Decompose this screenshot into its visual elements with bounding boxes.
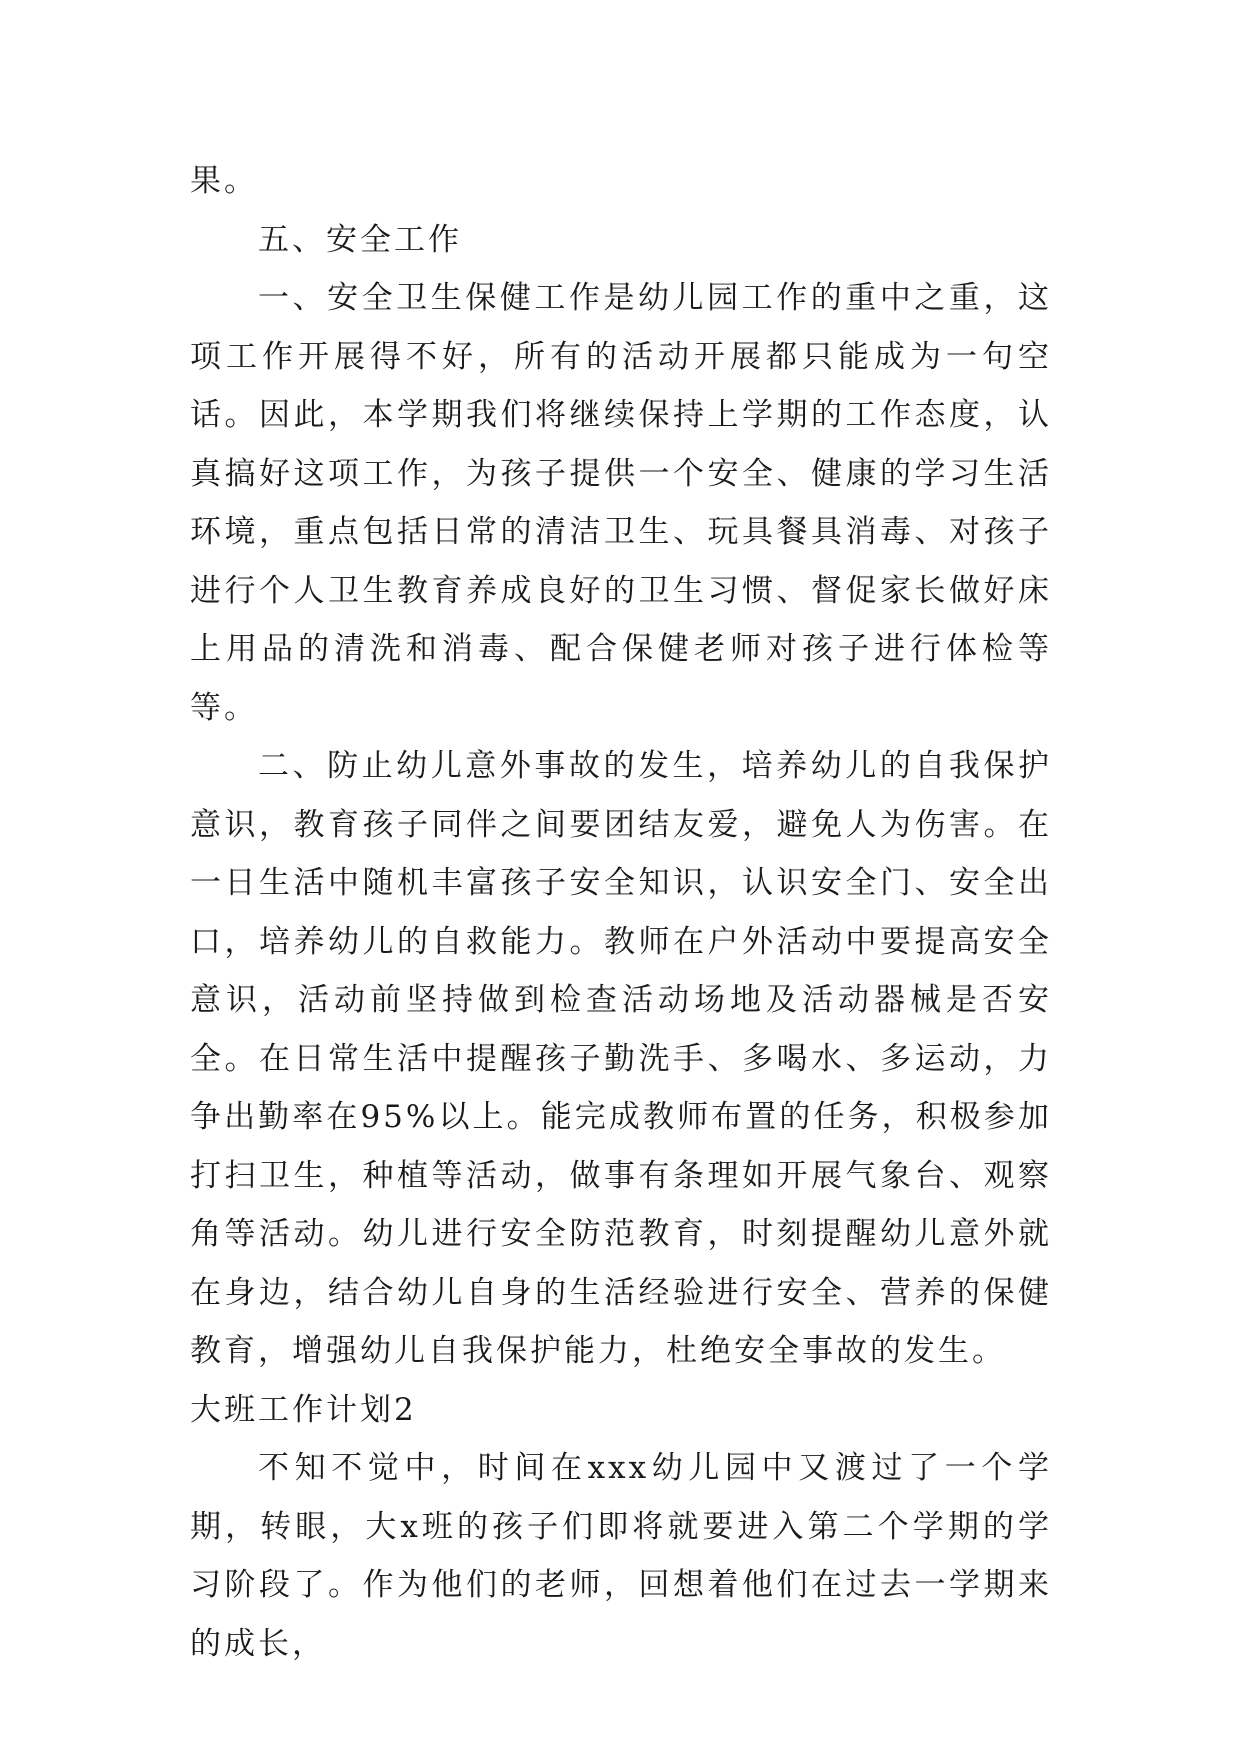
document-body — [190, 152, 1052, 1673]
continuation-paragraph: 果。 — [190, 163, 258, 199]
body-paragraph-accident-prevention: 二、防止幼儿意外事故的发生，培养幼儿的自我保护意识，教育孩子同伴之间要团结友爱，避免人为伤害。在一日生活中随机丰富孩子安全知识，认识安全门、安全出口，培养幼儿的自救能力。教师在户外活动中要提高安全意识，活动前坚持做到检查活动场地及活动器械是否安全。在日常生活中提醒孩子勤洗手、多喝水、多运动，力争出勤率在95%以上。能完成教师布置的任务，积极参加打扫卫生，种植等活动，做事有条理如开展气象台、观察角等活动。幼儿进行安全防范教育，时刻提醒幼儿意外就在身边，结合幼儿自身的生活经验进行安全、营养的保健教育，增强幼儿自我保护能力，杜绝安全事故的发生。 — [190, 748, 1052, 1369]
plan-heading: 大班工作计划2 — [190, 1391, 417, 1428]
section-heading-safety: 五、安全工作 — [258, 221, 462, 258]
body-paragraph-safety-hygiene: 一、安全卫生保健工作是幼儿园工作的重中之重，这项工作开展得不好，所有的活动开展都只能成为一句空话。因此，本学期我们将继续保持上学期的工作态度，认真搞好这项工作，为孩子提供一个安全、健康的学习生活环境，重点包括日常的清洁卫生、玩具餐具消毒、对孩子进行个人卫生教育养成良好的卫生习惯、督促家长做好床上用品的清洗和消毒、配合保健老师对孩子进行体检等等。 — [190, 280, 1052, 726]
body-paragraph-plan-intro: 不知不觉中，时间在xxx幼儿园中又渡过了一个学期，转眼，大x班的孩子们即将就要进入第二个学期的学习阶段了。作为他们的老师，回想着他们在过去一学期来的成长， — [190, 1450, 1052, 1662]
